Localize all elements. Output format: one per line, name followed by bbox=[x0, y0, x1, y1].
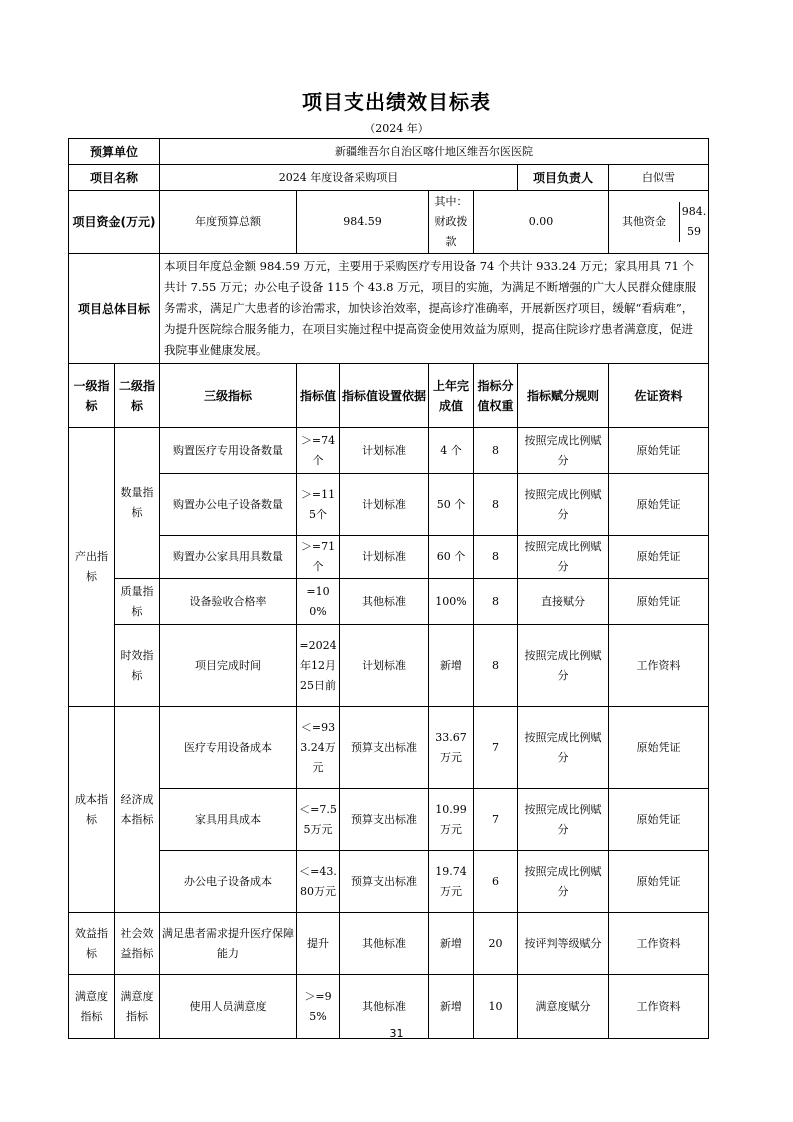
header-weight: 指标分值权重 bbox=[474, 364, 518, 428]
evidence-cell: 工作资料 bbox=[609, 975, 709, 1039]
last-year-cell: 100% bbox=[429, 579, 474, 625]
weight-cell: 8 bbox=[474, 428, 518, 474]
last-year-cell: 4 个 bbox=[429, 428, 474, 474]
category-economic-cost: 经济成本指标 bbox=[115, 707, 160, 913]
weight-cell: 20 bbox=[474, 913, 518, 975]
other-value-group bbox=[609, 191, 709, 254]
header-level1: 一级指标 bbox=[69, 364, 115, 428]
rule-cell: 按照完成比例赋分 bbox=[518, 851, 609, 913]
value-cell: 提升 bbox=[297, 913, 340, 975]
last-year-cell: 新增 bbox=[429, 913, 474, 975]
value-cell: ＞=74个 bbox=[297, 428, 340, 474]
last-year-cell: 33.67万元 bbox=[429, 707, 474, 789]
basis-cell: 计划标准 bbox=[340, 474, 429, 536]
evidence-cell: 原始凭证 bbox=[609, 474, 709, 536]
category-satisfaction-sub: 满意度指标 bbox=[115, 975, 160, 1039]
category-benefit: 效益指标 bbox=[69, 913, 115, 975]
table-row bbox=[69, 851, 709, 913]
fiscal-label: 其中：财政拨款 bbox=[429, 191, 474, 254]
header-value: 指标值 bbox=[297, 364, 340, 428]
last-year-cell: 新增 bbox=[429, 975, 474, 1039]
category-timeliness: 时效指标 bbox=[115, 625, 160, 707]
unit-label: 预算单位 bbox=[69, 139, 160, 165]
table-row bbox=[69, 625, 709, 707]
indicator-cell: 家具用具成本 bbox=[160, 789, 297, 851]
page-number: 31 bbox=[389, 1027, 404, 1040]
rule-cell: 按照完成比例赋分 bbox=[518, 625, 609, 707]
other-label: 其他资金 bbox=[609, 202, 680, 242]
table-row bbox=[69, 536, 709, 579]
rule-cell: 满意度赋分 bbox=[518, 975, 609, 1039]
rule-cell: 按照完成比例赋分 bbox=[518, 428, 609, 474]
category-cost: 成本指标 bbox=[69, 707, 115, 913]
last-year-cell: 60 个 bbox=[429, 536, 474, 579]
last-year-cell: 50 个 bbox=[429, 474, 474, 536]
weight-cell: 6 bbox=[474, 851, 518, 913]
basis-cell: 预算支出标准 bbox=[340, 707, 429, 789]
basis-cell: 计划标准 bbox=[340, 536, 429, 579]
basis-cell: 预算支出标准 bbox=[340, 789, 429, 851]
evidence-cell: 原始凭证 bbox=[609, 851, 709, 913]
last-year-cell: 新增 bbox=[429, 625, 474, 707]
rule-cell: 按照完成比例赋分 bbox=[518, 707, 609, 789]
other-value: 984.59 bbox=[681, 205, 707, 238]
indicator-cell: 满足患者需求提升医疗保障能力 bbox=[160, 913, 297, 975]
leader-value: 白似雪 bbox=[609, 165, 709, 191]
evidence-cell: 原始凭证 bbox=[609, 428, 709, 474]
category-quality: 质量指标 bbox=[115, 579, 160, 625]
rule-cell: 直接赋分 bbox=[518, 579, 609, 625]
leader-label: 项目负责人 bbox=[518, 165, 609, 191]
weight-cell: 7 bbox=[474, 789, 518, 851]
value-cell: ＞=115个 bbox=[297, 474, 340, 536]
header-evidence: 佐证资料 bbox=[609, 364, 709, 428]
annual-budget-label: 年度预算总额 bbox=[160, 191, 297, 254]
indicator-cell: 购置办公家具用具数量 bbox=[160, 536, 297, 579]
table-row bbox=[69, 579, 709, 625]
header-level3: 三级指标 bbox=[160, 364, 297, 428]
overall-goal-text: 本项目年度总金额 984.59 万元，主要用于采购医疗专用设备 74 个共计 933.24 万元；家具用具 71 个共计 7.55 万元；办公电子设备 115 个 43.8 万元，项目的实施，为满足不断增强的广大人民群众健康服务需求，满足广大患者的诊治需求，加快诊治效率，提高诊疗准确率，开展新医疗项目，缓解“看病难”，为提升医院综合服务能力，在项目实施过程中提高资金使用效益为原则，提高住院诊疗患者满意度，促进我院事业健康发展。 bbox=[160, 254, 709, 364]
basis-cell: 其他标准 bbox=[340, 913, 429, 975]
fund-label: 项目资金(万元) bbox=[69, 191, 160, 254]
evidence-cell: 原始凭证 bbox=[609, 579, 709, 625]
basis-cell: 其他标准 bbox=[340, 975, 429, 1039]
value-cell: ＜=933.24万元 bbox=[297, 707, 340, 789]
indicator-cell: 使用人员满意度 bbox=[160, 975, 297, 1039]
category-quantity: 数量指标 bbox=[115, 428, 160, 579]
basis-cell: 计划标准 bbox=[340, 428, 429, 474]
value-cell: =100% bbox=[297, 579, 340, 625]
category-output: 产出指标 bbox=[69, 428, 115, 707]
weight-cell: 8 bbox=[474, 474, 518, 536]
table-row bbox=[69, 789, 709, 851]
rule-cell: 按照完成比例赋分 bbox=[518, 474, 609, 536]
value-cell: ＜=43.80万元 bbox=[297, 851, 340, 913]
evidence-cell: 工作资料 bbox=[609, 625, 709, 707]
last-year-cell: 10.99万元 bbox=[429, 789, 474, 851]
evidence-cell: 原始凭证 bbox=[609, 789, 709, 851]
rule-cell: 按照完成比例赋分 bbox=[518, 789, 609, 851]
header-basis: 指标值设置依据 bbox=[340, 364, 429, 428]
basis-cell: 计划标准 bbox=[340, 625, 429, 707]
project-name-label: 项目名称 bbox=[69, 165, 160, 191]
header-rule: 指标赋分规则 bbox=[518, 364, 609, 428]
basis-cell: 其他标准 bbox=[340, 579, 429, 625]
table-row bbox=[69, 428, 709, 474]
page-title: 项目支出绩效目标表 bbox=[302, 90, 491, 114]
indicator-cell: 项目完成时间 bbox=[160, 625, 297, 707]
weight-cell: 7 bbox=[474, 707, 518, 789]
last-year-cell: 19.74万元 bbox=[429, 851, 474, 913]
category-social-benefit: 社会效益指标 bbox=[115, 913, 160, 975]
indicator-cell: 医疗专用设备成本 bbox=[160, 707, 297, 789]
header-last-year: 上年完成值 bbox=[429, 364, 474, 428]
fiscal-value: 0.00 bbox=[474, 191, 609, 254]
weight-cell: 8 bbox=[474, 625, 518, 707]
indicator-cell: 设备验收合格率 bbox=[160, 579, 297, 625]
annual-budget-value: 984.59 bbox=[297, 191, 429, 254]
indicator-cell: 办公电子设备成本 bbox=[160, 851, 297, 913]
value-cell: ＜=7.55万元 bbox=[297, 789, 340, 851]
indicator-cell: 购置医疗专用设备数量 bbox=[160, 428, 297, 474]
project-name-value: 2024 年度设备采购项目 bbox=[160, 165, 518, 191]
evidence-cell: 原始凭证 bbox=[609, 536, 709, 579]
evidence-cell: 原始凭证 bbox=[609, 707, 709, 789]
evidence-cell: 工作资料 bbox=[609, 913, 709, 975]
rule-cell: 按评判等级赋分 bbox=[518, 913, 609, 975]
value-cell: =2024年12月25日前 bbox=[297, 625, 340, 707]
year-label: （2024 年） bbox=[364, 122, 429, 135]
overall-goal-label: 项目总体目标 bbox=[69, 254, 160, 364]
table-row bbox=[69, 913, 709, 975]
value-cell: ＞=95% bbox=[297, 975, 340, 1039]
unit-value: 新疆维吾尔自治区喀什地区维吾尔医医院 bbox=[160, 139, 709, 165]
header-level2: 二级指标 bbox=[115, 364, 160, 428]
table-row bbox=[69, 707, 709, 789]
table-row bbox=[69, 474, 709, 536]
weight-cell: 8 bbox=[474, 536, 518, 579]
weight-cell: 10 bbox=[474, 975, 518, 1039]
rule-cell: 按照完成比例赋分 bbox=[518, 536, 609, 579]
weight-cell: 8 bbox=[474, 579, 518, 625]
indicator-cell: 购置办公电子设备数量 bbox=[160, 474, 297, 536]
value-cell: ＞=71个 bbox=[297, 536, 340, 579]
performance-table bbox=[68, 138, 709, 1039]
basis-cell: 预算支出标准 bbox=[340, 851, 429, 913]
category-satisfaction: 满意度指标 bbox=[69, 975, 115, 1039]
